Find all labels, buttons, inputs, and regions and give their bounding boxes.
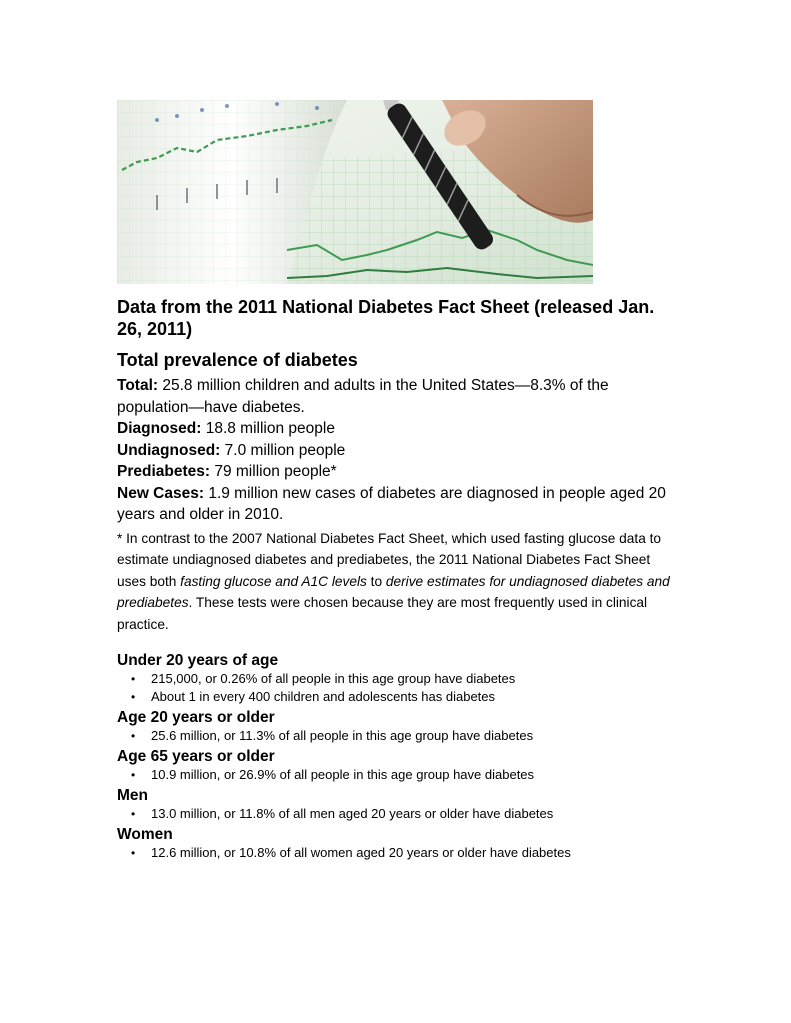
stat-value: 79 million people* — [210, 463, 337, 480]
group-list-under-20 — [117, 670, 677, 706]
page-title: Data from the 2011 National Diabetes Fact Sheet (released Jan. 26, 2011) — [117, 297, 655, 339]
group-heading-men: Men — [117, 787, 148, 804]
group-list-men — [117, 805, 677, 823]
footnote-text: to — [366, 573, 386, 589]
footnote-text: * In contrast to the 2007 National Diabetes Fact Sheet, which used fasting glucose data to estimate undiagnosed diabetes and prediabetes, the 2011 National Diabetes Fact Sheet uses both — [117, 530, 662, 589]
list-item: • 10.9 million, or 26.9% of all people in this age group have diabetes — [117, 766, 677, 784]
stats-list — [117, 375, 677, 526]
group-list-65-plus — [117, 766, 677, 784]
chart-and-pen-photo — [117, 100, 593, 284]
group-heading-under-20: Under 20 years of age — [117, 652, 279, 669]
stat-label: Total: — [117, 377, 159, 394]
stat-total — [117, 375, 677, 418]
stat-value: 7.0 million people — [220, 441, 346, 459]
stat-prediabetes — [117, 461, 677, 483]
footnote-text: . These tests were chosen because they are most frequently used in clinical practice. — [117, 595, 648, 632]
stat-new-cases — [117, 483, 677, 526]
fact-sheet-page — [117, 100, 677, 862]
footnote-italic: derive estimates for undiagnosed diabetes and prediabetes — [117, 573, 670, 610]
stat-diagnosed — [117, 418, 677, 440]
section-title: Total prevalence of diabetes — [117, 350, 358, 370]
stat-value: 25.8 million children and adults in the United States—8.3% of the population—have diabetes. — [117, 377, 609, 416]
footnote — [117, 528, 672, 636]
stat-label: Prediabetes: — [117, 463, 211, 480]
stat-value: 1.9 million new cases of diabetes are diagnosed in people aged 20 years and older in 2010. — [117, 484, 666, 523]
stat-undiagnosed — [117, 440, 677, 462]
population-groups — [117, 652, 677, 862]
stat-label: New Cases: — [117, 484, 205, 502]
group-list-women — [117, 844, 677, 862]
group-heading-65-plus: Age 65 years or older — [117, 748, 275, 765]
list-item: • 13.0 million, or 11.8% of all men aged 20 years or older have diabetes — [117, 805, 677, 823]
group-list-20-plus — [117, 727, 677, 745]
list-item: • 25.6 million, or 11.3% of all people in this age group have diabetes — [117, 727, 677, 745]
list-item: • 215,000, or 0.26% of all people in this age group have diabetes — [117, 670, 677, 688]
stat-value: 18.8 million people — [201, 420, 335, 437]
list-item: • About 1 in every 400 children and adolescents has diabetes — [117, 688, 677, 706]
stat-label: Undiagnosed: — [117, 441, 221, 459]
group-heading-women: Women — [117, 826, 173, 843]
group-heading-20-plus: Age 20 years or older — [117, 709, 275, 726]
list-item: • 12.6 million, or 10.8% of all women aged 20 years or older have diabetes — [117, 844, 677, 862]
footnote-italic: fasting glucose and A1C levels — [180, 573, 367, 589]
stat-label: Diagnosed: — [117, 420, 202, 437]
